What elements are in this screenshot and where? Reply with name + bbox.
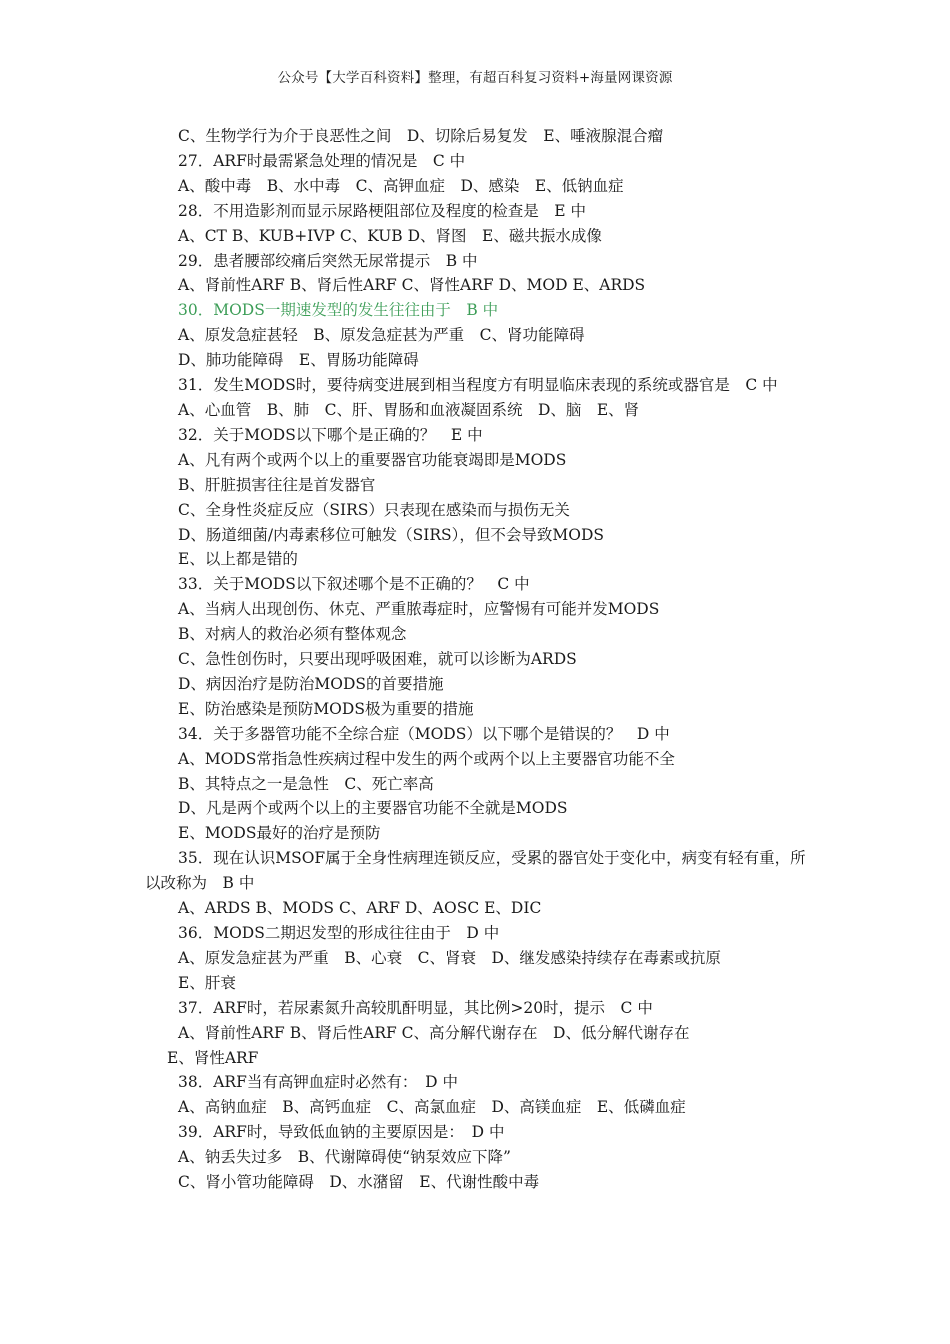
question-37: 37．ARF时，若尿素氮升高较肌酐明显，其比例>20时，提示 C 中 (178, 998, 653, 1017)
question-34: 34．关于多器管功能不全综合症（MODS）以下哪个是错误的？ D 中 (178, 724, 670, 743)
option-33b: B、对病人的救治必须有整体观念 (178, 625, 407, 644)
question-38: 38．ARF当有高钾血症时必然有： D 中 (178, 1073, 458, 1092)
options-36: A、原发急症甚为严重 B、心衰 C、肾衰 D、继发感染持续存在毒素或抗原 (178, 948, 721, 967)
option-33d: D、病因治疗是防治MODS的首要措施 (178, 674, 444, 693)
question-35: 35．现在认识MSOF属于全身性病理连锁反应，受累的器官处于变化中，病变有轻有重，所以改称为 B 中 (145, 849, 806, 893)
option-32d: D、肠道细菌/内毒素移位可触发（SIRS），但不会导致MODS (178, 525, 605, 544)
options-28: A、CT B、KUB+IVP C、KUB D、肾图 E、磁共振水成像 (178, 226, 602, 245)
option-32e: E、以上都是错的 (178, 550, 298, 569)
option-34e: E、MODS最好的治疗是预防 (178, 824, 381, 843)
question-32: 32．关于MODS以下哪个是正确的？ E 中 (178, 425, 483, 444)
question-29: 29．患者腰部绞痛后突然无尿常提示 B 中 (178, 251, 478, 270)
question-39: 39．ARF时，导致低血钠的主要原因是： D 中 (178, 1123, 505, 1142)
question-30: 30．MODS一期速发型的发生往往由于 B 中 (178, 301, 499, 320)
option-34a: A、MODS常指急性疾病过程中发生的两个或两个以上主要器官功能不全 (178, 749, 675, 768)
option-36e: E、肝衰 (178, 973, 236, 992)
options-27: A、酸中毒 B、水中毒 C、高钾血症 D、感染 E、低钠血症 (178, 176, 624, 195)
options-39: C、肾小管功能障碍 D、水潴留 E、代谢性酸中毒 (178, 1173, 540, 1192)
option-34d: D、凡是两个或两个以上的主要器官功能不全就是MODS (178, 799, 568, 818)
page-header: 公众号【大学百科资料】整理，有超百科复习资料+海量网课资源 (277, 70, 673, 86)
question-28: 28．不用造影剂而显示尿路梗阻部位及程度的检查是 E 中 (178, 201, 586, 220)
options-30: A、原发急症甚轻 B、原发急症甚为严重 C、肾功能障碍 (178, 326, 585, 345)
options-39: A、钠丢失过多 B、代谢障碍使“钠泵效应下降” (178, 1148, 511, 1167)
option-32b: B、肝脏损害往往是首发器官 (178, 475, 376, 494)
options-30: D、肺功能障碍 E、胃肠功能障碍 (178, 351, 419, 370)
option-33c: C、急性创伤时，只要出现呼吸困难，就可以诊断为ARDS (178, 650, 577, 669)
option-34bc: B、其特点之一是急性 C、死亡率高 (178, 774, 434, 793)
option-32c: C、全身性炎症反应（SIRS）只表现在感染而与损伤无关 (178, 500, 570, 519)
options-38: A、高钠血症 B、高钙血症 C、高氯血症 D、高镁血症 E、低磷血症 (178, 1098, 686, 1117)
text-line: C、生物学行为介于良恶性之间 D、切除后易复发 E、唾液腺混合瘤 (178, 127, 664, 145)
options-31: A、心血管 B、肺 C、肝、胃肠和血液凝固系统 D、脑 E、肾 (178, 400, 640, 419)
question-27: 27．ARF时最需紧急处理的情况是 C 中 (178, 151, 466, 170)
question-36: 36．MODS二期迟发型的形成往往由于 D 中 (178, 924, 500, 942)
question-33: 33．关于MODS以下叙述哪个是不正确的？ C 中 (178, 575, 530, 594)
question-31: 31．发生MODS时，要待病变进展到相当程度方有明显临床表现的系统或器官是 C 中 (178, 376, 778, 395)
option-37e: E、肾性ARF (167, 1048, 259, 1067)
option-32a: A、凡有两个或两个以上的重要器官功能衰竭即是MODS (178, 450, 567, 469)
document-body (145, 124, 815, 1195)
options-29: A、肾前性ARF B、肾后性ARF C、肾性ARF D、MOD E、ARDS (178, 276, 646, 295)
options-37: A、肾前性ARF B、肾后性ARF C、高分解代谢存在 D、低分解代谢存在 (178, 1023, 690, 1042)
options-35: A、ARDS B、MODS C、ARF D、AOSC E、DIC (178, 899, 542, 918)
option-33a: A、当病人出现创伤、休克、严重脓毒症时，应警惕有可能并发MODS (178, 600, 660, 619)
option-33e: E、防治感染是预防MODS极为重要的措施 (178, 699, 474, 718)
